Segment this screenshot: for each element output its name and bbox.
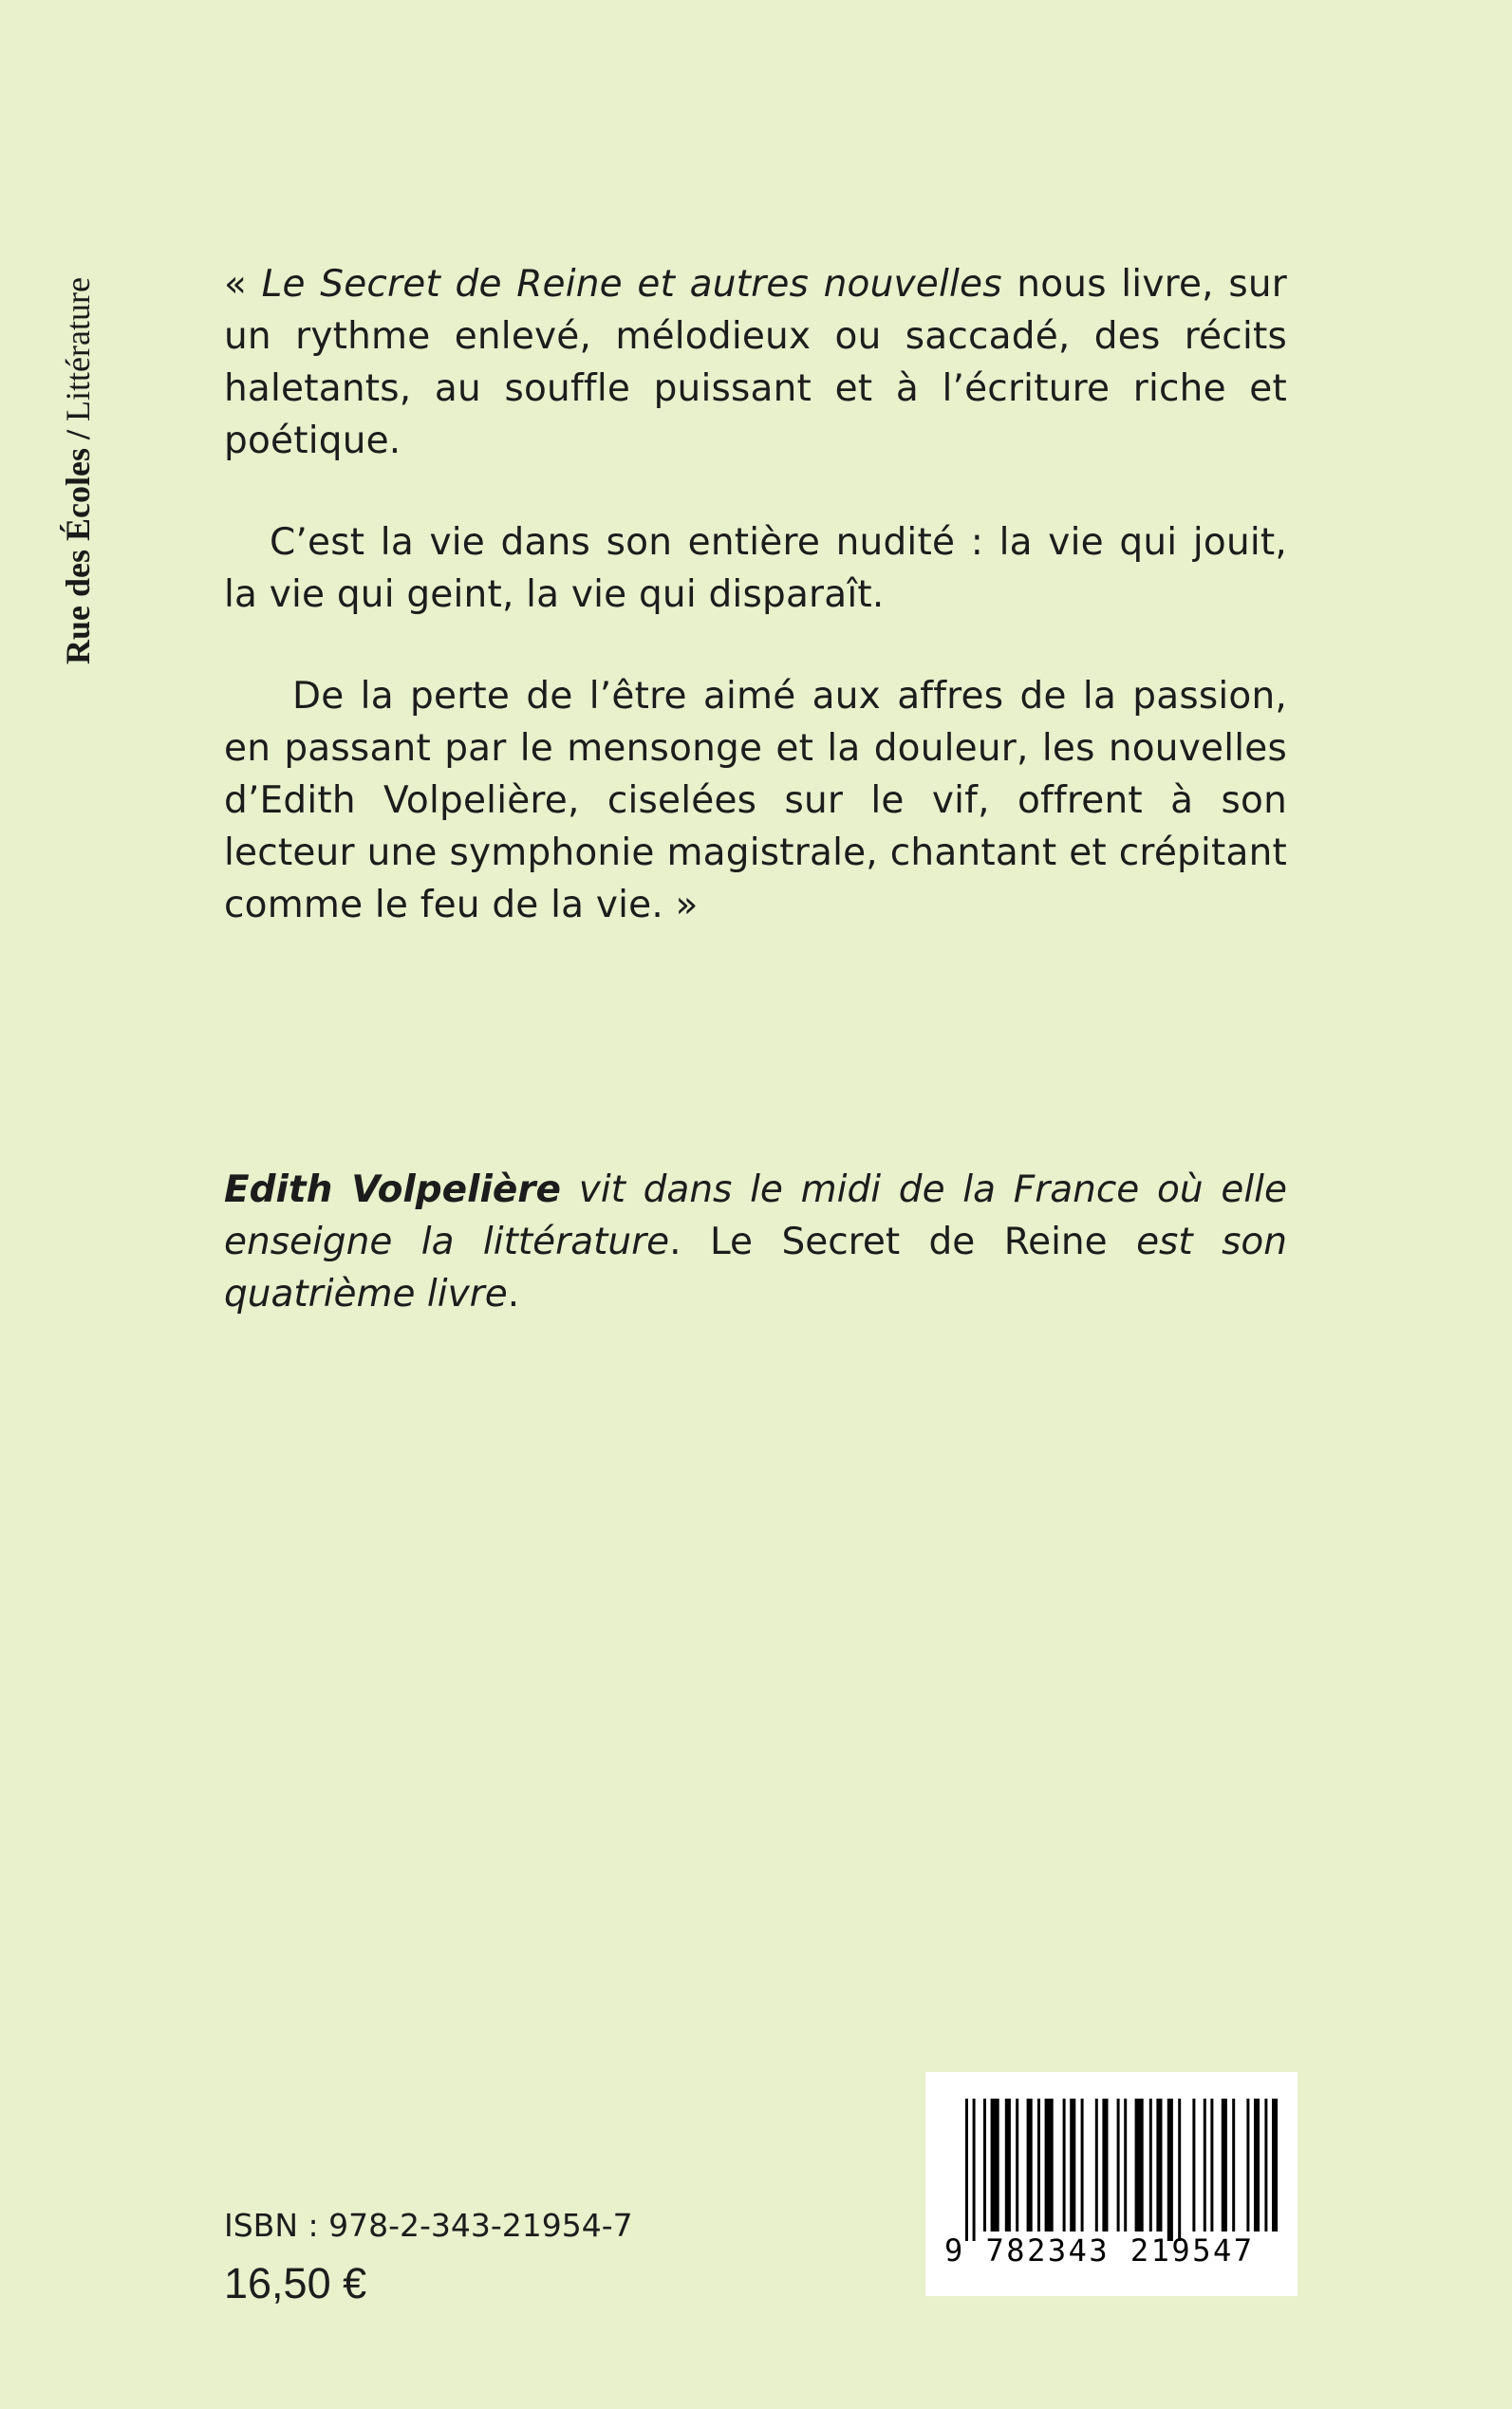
book-title: Le Secret de Reine et autres nouvelles [261, 263, 1002, 306]
blurb-paragraph-1: « Le Secret de Reine et autres nouvelles nous livre, sur un rythme enlevé, mélodieux ou saccadé, des récits haletants, au souffle puissant et à l’écriture riche et poétique. [224, 263, 1287, 462]
barcode-bar [1037, 2099, 1040, 2232]
author-bio: Edith Volpelière vit dans le midi de la France où elle enseigne la littérature. Le Secret de Reine est son quatrième livre. [224, 1168, 1287, 1316]
barcode-bar [1095, 2099, 1098, 2232]
barcode-bar [1102, 2099, 1108, 2232]
category-name: Littérature [59, 277, 97, 421]
barcode-bar [965, 2099, 968, 2241]
barcode-bar [1254, 2099, 1260, 2232]
barcode-bar [1149, 2099, 1152, 2232]
barcode-bar [1210, 2099, 1213, 2232]
barcode-bar [991, 2099, 999, 2232]
barcode-bar [1117, 2099, 1120, 2232]
barcode-bar [1045, 2099, 1054, 2232]
spine-separator: / [59, 420, 97, 448]
isbn-label: ISBN : 978-2-343-21954-7 [224, 2207, 633, 2244]
barcode-bar [1135, 2099, 1144, 2232]
barcode-bar [1124, 2099, 1127, 2232]
barcode-bar [1222, 2099, 1227, 2232]
barcode-bar [1016, 2099, 1018, 2232]
barcode-bar [1192, 2099, 1195, 2232]
barcode-bar [1246, 2099, 1249, 2232]
barcode-bar [1063, 2099, 1066, 2232]
price-label: 16,50 € [224, 2259, 367, 2307]
barcode-bar [1272, 2099, 1278, 2232]
barcode-bar [1264, 2099, 1267, 2232]
blurb-paragraph-3: De la perte de l’être aimé aux affres de la passion, en passant par le mensonge et la douleur, les nouvelles d’Edith Volpelière, ciselées sur le vif, offrent à son lecteur une symphonie magistrale, chantant et crépitant comme le feu de la vie. » [224, 675, 1287, 926]
back-cover-blurb [224, 258, 1287, 980]
barcode-bar [1156, 2099, 1162, 2232]
spine-title [49, 0, 106, 664]
blurb-paragraph-2: C’est la vie dans son entière nudité : la vie qui jouit, la vie qui geint, la vie qui disparaît. [224, 521, 1287, 616]
barcode-bar [1081, 2099, 1084, 2232]
barcode [925, 2072, 1297, 2296]
barcode-bar [1232, 2099, 1235, 2232]
barcode-bar [1027, 2099, 1033, 2232]
barcode-bar [1005, 2099, 1011, 2232]
barcode-bar [983, 2099, 986, 2232]
barcode-bar [1167, 2099, 1173, 2241]
barcode-bar [1178, 2099, 1181, 2241]
barcode-bar [1204, 2099, 1206, 2232]
author-name: Edith Volpelière [224, 1168, 561, 1211]
barcode-bar [1070, 2099, 1075, 2232]
barcode-bar [973, 2099, 976, 2241]
series-name: Rue des Écoles [59, 448, 97, 664]
barcode-digits: 9 782343 219547 [944, 2232, 1255, 2269]
